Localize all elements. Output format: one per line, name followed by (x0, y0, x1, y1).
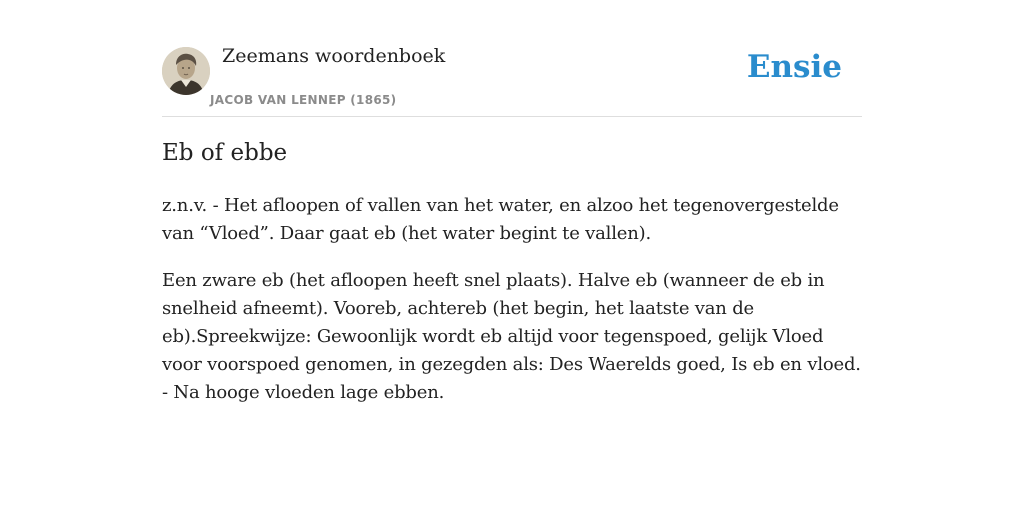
dictionary-author: JACOB VAN LENNEP (1865) (210, 93, 397, 107)
dictionary-title[interactable]: Zeemans woordenboek (222, 45, 446, 67)
dictionary-header (162, 0, 862, 117)
author-portrait-icon[interactable] (162, 47, 210, 95)
ensie-logo[interactable]: Ensie (746, 49, 842, 85)
entry-card (162, 0, 862, 512)
entry-title: Eb of ebbe (162, 140, 288, 166)
usage-paragraph: Een zware eb (het afloopen heeft snel plaats). Halve eb (wanneer de eb in snelheid afneemt). Vooreb, achtereb (het begin, het laatste van de eb).Spreekwijze: Gewoonlijk wordt eb altijd voor tegenspoed, gelijk Vloed voor voorspoed genomen, in gezegden als: Des Waerelds goed, Is eb en vloed. - Na hooge vloeden lage ebben. (162, 270, 861, 403)
definition-paragraph: z.n.v. - Het afloopen of vallen van het water, en alzoo het tegenovergestelde van “Vloed”. Daar gaat eb (het water begint te vallen). (162, 195, 839, 244)
